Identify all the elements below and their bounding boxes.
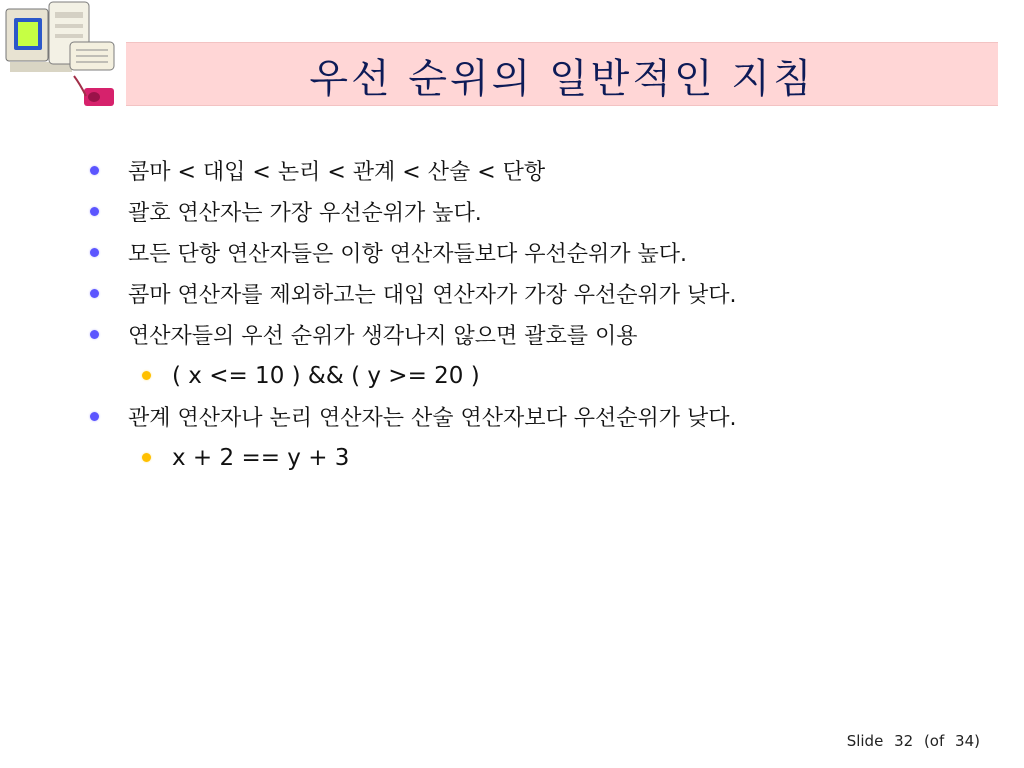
of-label: (of (923, 732, 945, 750)
slide-footer (847, 732, 980, 750)
bullet-dot-icon (90, 289, 99, 298)
bullet-item-2 (84, 191, 944, 232)
bullet-dot-icon (90, 248, 99, 257)
sub-bullet-item-1 (84, 355, 944, 396)
bullet-item-4 (84, 273, 944, 314)
sub-bullet-item-2 (84, 437, 944, 478)
bullet-text-6: 관계 연산자나 논리 연산자는 산술 연산자보다 우선순위가 낮다. (128, 406, 737, 431)
bullet-item-6 (84, 396, 944, 437)
bullet-text-4: 콤마 연산자를 제외하고는 대입 연산자가 가장 우선순위가 낮다. (128, 283, 737, 308)
bullet-text-5: 연산자들의 우선 순위가 생각나지 않으면 괄호를 이용 (128, 324, 638, 349)
bullet-text-2: 괄호 연산자는 가장 우선순위가 높다. (128, 201, 482, 226)
bullet-dot-icon (90, 330, 99, 339)
slide-number: 32 (894, 732, 914, 750)
bullet-item-5 (84, 314, 944, 355)
sub-bullet-dot-icon (142, 371, 151, 380)
sub-bullet-dot-icon (142, 453, 151, 462)
sub-bullet-text-2: x + 2 == y + 3 (172, 444, 350, 471)
bullet-item-1 (84, 150, 944, 191)
title-bar (126, 42, 998, 106)
sub-bullet-text-1: ( x <= 10 ) && ( y >= 20 ) (172, 362, 480, 389)
bullet-text-3: 모든 단항 연산자들은 이항 연산자들보다 우선순위가 높다. (128, 242, 688, 267)
bullet-dot-icon (90, 412, 99, 421)
slide-label: Slide (846, 732, 884, 750)
bullet-item-3 (84, 232, 944, 273)
bullet-list (84, 150, 944, 478)
computer-clipart-icon (0, 0, 130, 112)
bullet-text-1: 콤마 < 대입 < 논리 < 관계 < 산술 < 단항 (128, 160, 546, 185)
bullet-dot-icon (90, 207, 99, 216)
page-title: 우선 순위의 일반적인 지침 (309, 55, 815, 102)
slide-total: 34) (955, 732, 980, 750)
bullet-dot-icon (90, 166, 99, 175)
